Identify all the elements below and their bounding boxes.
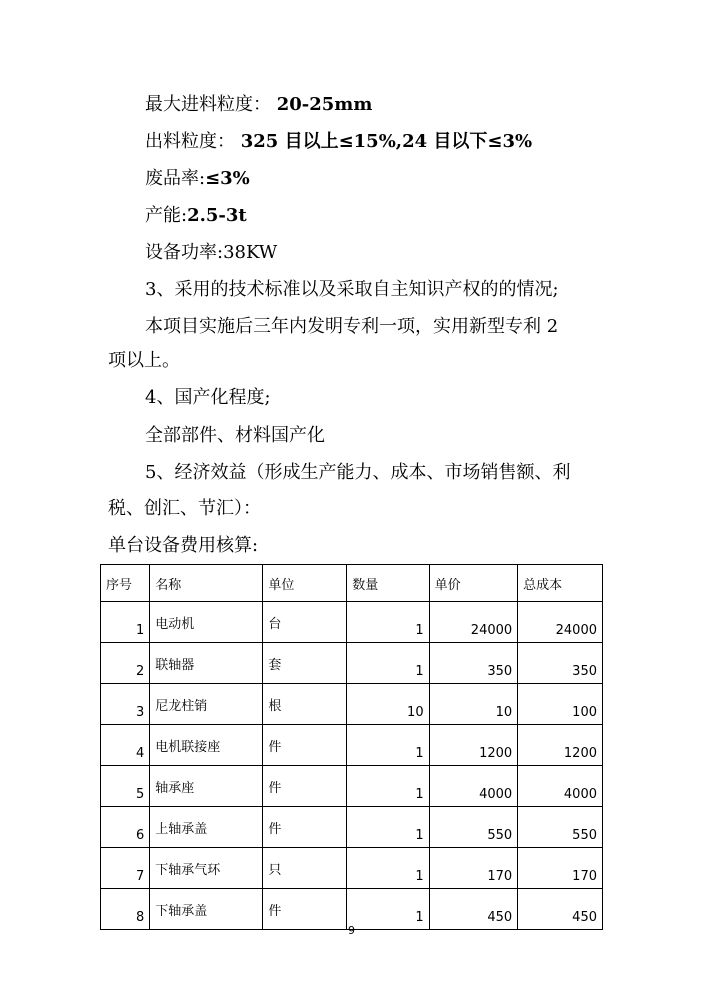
table-row [101,602,603,643]
spec-label: 废品率: [145,168,206,189]
cell-unit: 件 [263,766,347,807]
cell-name: 轴承座 [150,766,263,807]
cell-total-cost: 170 [518,848,603,889]
table-header-row [101,565,603,602]
spec-label: 出料粒度： [145,131,235,152]
cell-unit: 套 [263,643,347,684]
spec-capacity [145,205,247,227]
cell-name: 尼龙柱销 [150,684,263,725]
cell-index: 1 [101,602,150,643]
spec-value: ≤3% [205,168,250,189]
cell-unit-price: 450 [429,889,518,930]
cell-quantity: 1 [347,602,429,643]
cell-total-cost: 24000 [518,602,603,643]
cell-unit-price: 170 [429,848,518,889]
paragraph-patents-cont: 项以上。 [108,350,180,371]
cost-table [100,564,603,930]
section-4-heading: 4、国产化程度; [145,387,271,408]
cell-name: 电机联接座 [150,725,263,766]
cell-quantity: 1 [347,766,429,807]
cell-name: 联轴器 [150,643,263,684]
section-5-heading: 5、经济效益（形成生产能力、成本、市场销售额、利 [145,462,571,483]
page-number: 9 [348,924,355,937]
cell-quantity: 1 [347,807,429,848]
paragraph-patents: 本项目实施后三年内发明专利一项，实用新型专利 2 [145,316,559,337]
cell-quantity: 1 [347,889,429,930]
cell-unit-price: 10 [429,684,518,725]
table-row [101,643,603,684]
cell-unit: 台 [263,602,347,643]
cell-unit: 件 [263,889,347,930]
cell-total-cost: 4000 [518,766,603,807]
header-unit: 单位 [263,565,347,602]
cell-index: 4 [101,725,150,766]
spec-output-size [145,131,532,153]
cell-index: 7 [101,848,150,889]
cell-index: 8 [101,889,150,930]
header-index: 序号 [101,565,150,602]
cell-unit: 根 [263,684,347,725]
cell-name: 下轴承盖 [150,889,263,930]
spec-label: 产能: [145,205,188,226]
cell-index: 2 [101,643,150,684]
cell-total-cost: 450 [518,889,603,930]
spec-reject-rate [145,168,250,190]
header-quantity: 数量 [347,565,429,602]
header-name: 名称 [150,565,263,602]
table-row [101,848,603,889]
cell-quantity: 1 [347,725,429,766]
spec-power [145,242,277,264]
cell-quantity: 1 [347,643,429,684]
cell-unit-price: 550 [429,807,518,848]
spec-max-feed-size [145,94,372,116]
spec-value: 325 目以上≤15%,24 目以下≤3% [240,131,533,152]
section-5-heading-cont: 税、创汇、节汇）： [108,498,261,519]
cell-index: 3 [101,684,150,725]
cell-unit-price: 1200 [429,725,518,766]
header-total-cost: 总成本 [518,565,603,602]
cell-unit-price: 4000 [429,766,518,807]
spec-value: 38KW [223,242,278,263]
cell-name: 下轴承气环 [150,848,263,889]
table-row [101,807,603,848]
spec-label: 设备功率: [145,242,224,263]
cell-quantity: 1 [347,848,429,889]
cell-unit: 只 [263,848,347,889]
cell-quantity: 10 [347,684,429,725]
table-row [101,725,603,766]
header-unit-price: 单价 [429,565,518,602]
section-3-heading: 3、采用的技术标准以及采取自主知识产权的的情况; [145,279,559,300]
cell-total-cost: 100 [518,684,603,725]
cell-total-cost: 350 [518,643,603,684]
cell-unit-price: 24000 [429,602,518,643]
spec-value: 2.5-3t [187,205,247,226]
paragraph-localization: 全部部件、材料国产化 [145,425,325,446]
cell-index: 6 [101,807,150,848]
cell-name: 上轴承盖 [150,807,263,848]
spec-value: 20-25mm [276,94,373,115]
table-row [101,766,603,807]
cell-unit: 件 [263,807,347,848]
cell-name: 电动机 [150,602,263,643]
cell-total-cost: 550 [518,807,603,848]
cell-unit: 件 [263,725,347,766]
cell-total-cost: 1200 [518,725,603,766]
table-row [101,684,603,725]
cell-unit-price: 350 [429,643,518,684]
cell-index: 5 [101,766,150,807]
spec-label: 最大进料粒度： [145,94,271,115]
cost-table-caption: 单台设备费用核算: [108,535,259,556]
